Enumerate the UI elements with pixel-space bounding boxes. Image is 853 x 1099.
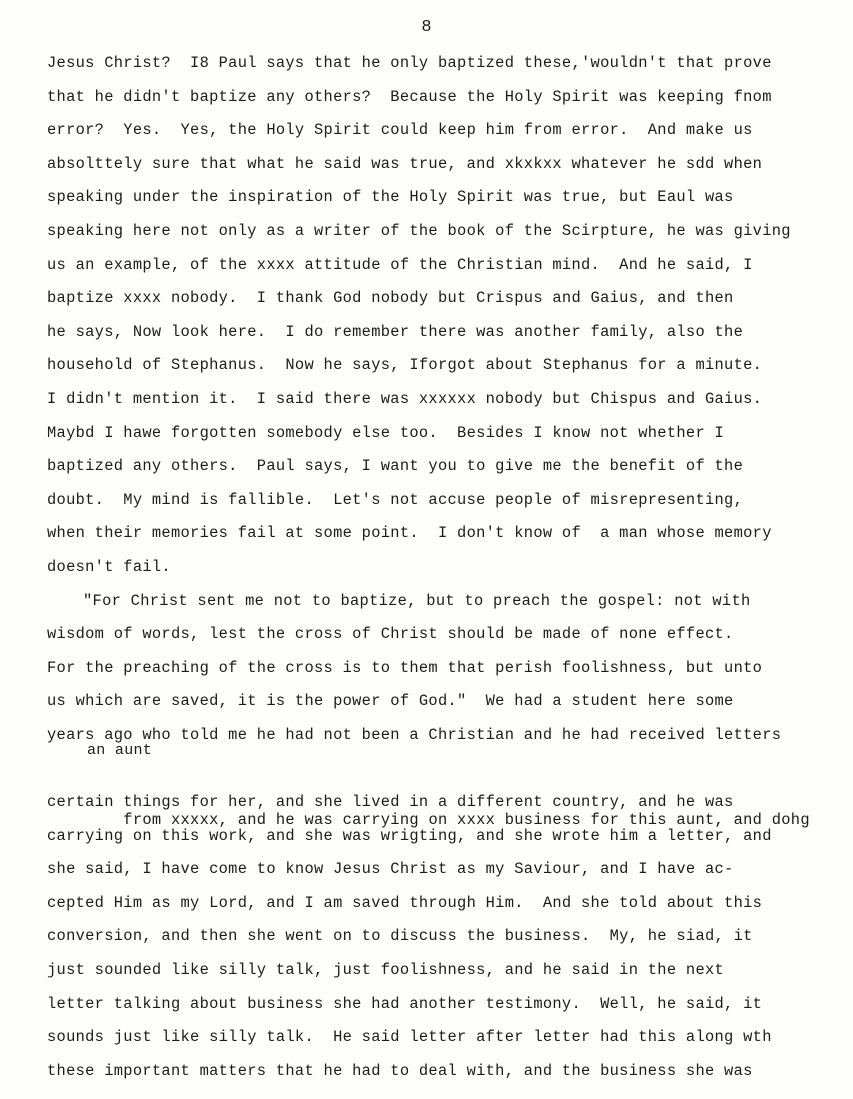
text-line: sounds just like silly talk. He said letter after letter had this along wth <box>47 1028 772 1047</box>
page-number: 8 <box>421 18 432 37</box>
text-line: doubt. My mind is fallible. Let's not accuse people of misrepresenting, <box>47 490 744 509</box>
text-line: doesn't fail. <box>47 557 171 576</box>
text-line: certain things for her, and she lived in a different country, and he was <box>47 793 734 812</box>
text-line: conversion, and then she went on to discuss the business. My, he siad, it <box>47 927 753 946</box>
text-line: For the preaching of the cross is to them that perish foolishness, but unto <box>47 658 763 677</box>
body-text <box>47 50 847 1091</box>
text-line: when their memories fail at some point. I don't know of a man whose memory <box>47 524 772 543</box>
text-line: letter talking about business she had another testimony. Well, he said, it <box>47 994 763 1013</box>
interlinear-insert: an aunt <box>87 742 153 760</box>
text-line: I didn't mention it. I said there was xxxxxx nobody but Chispus and Gaius. <box>47 389 763 408</box>
text-line: just sounded like silly talk, just foolishness, and he said in the next <box>47 961 725 980</box>
text-line: wisdom of words, lest the cross of Christ should be made of none effect. <box>47 625 734 644</box>
text-line: error? Yes. Yes, the Holy Spirit could keep him from error. And make us <box>47 121 753 140</box>
paragraph-2 <box>47 588 847 1092</box>
paragraph-1 <box>47 50 847 588</box>
text-line: years ago who told me he had not been a Christian and he had received letters <box>47 725 782 744</box>
text-line: carrying on this work, and she was wrigting, and she wrote him a letter, and <box>47 826 772 845</box>
text-line: Maybd I hawe forgotten somebody else too. Besides I know not whether I <box>47 423 725 442</box>
text-line: that he didn't baptize any others? Because the Holy Spirit was keeping fnom <box>47 87 772 106</box>
text-line: household of Stephanus. Now he says, Iforgot about Stephanus for a minute. <box>47 356 763 375</box>
text-line: us which are saved, it is the power of God." We had a student here some <box>47 692 734 711</box>
text-line: she said, I have come to know Jesus Christ as my Saviour, and I have ac- <box>47 860 734 879</box>
text-line: Jesus Christ? I8 Paul says that he only baptized these,'wouldn't that prove <box>47 54 772 72</box>
text-line: absolttely sure that what he said was true, and xkxkxx whatever he sdd when <box>47 154 763 173</box>
text-line: from xxxxx, and he was carrying on xxxx business for this aunt, and dohg <box>123 811 810 830</box>
text-line: "For Christ sent me not to baptize, but to preach the gospel: not with <box>83 591 751 610</box>
text-line: speaking here not only as a writer of the book of the Scirpture, he was giving <box>47 221 791 240</box>
text-line: speaking under the inspiration of the Holy Spirit was true, but Eaul was <box>47 188 734 207</box>
text-line: these important matters that he had to deal with, and the business she was <box>47 1061 753 1080</box>
text-line: baptized any others. Paul says, I want you to give me the benefit of the <box>47 457 744 476</box>
text-line: he says, Now look here. I do remember there was another family, also the <box>47 322 744 341</box>
text-line: baptize xxxx nobody. I thank God nobody but Crispus and Gaius, and then <box>47 289 734 308</box>
text-line: us an example, of the xxxx attitude of the Christian mind. And he said, I <box>47 255 753 274</box>
text-line: cepted Him as my Lord, and I am saved through Him. And she told about this <box>47 893 763 912</box>
